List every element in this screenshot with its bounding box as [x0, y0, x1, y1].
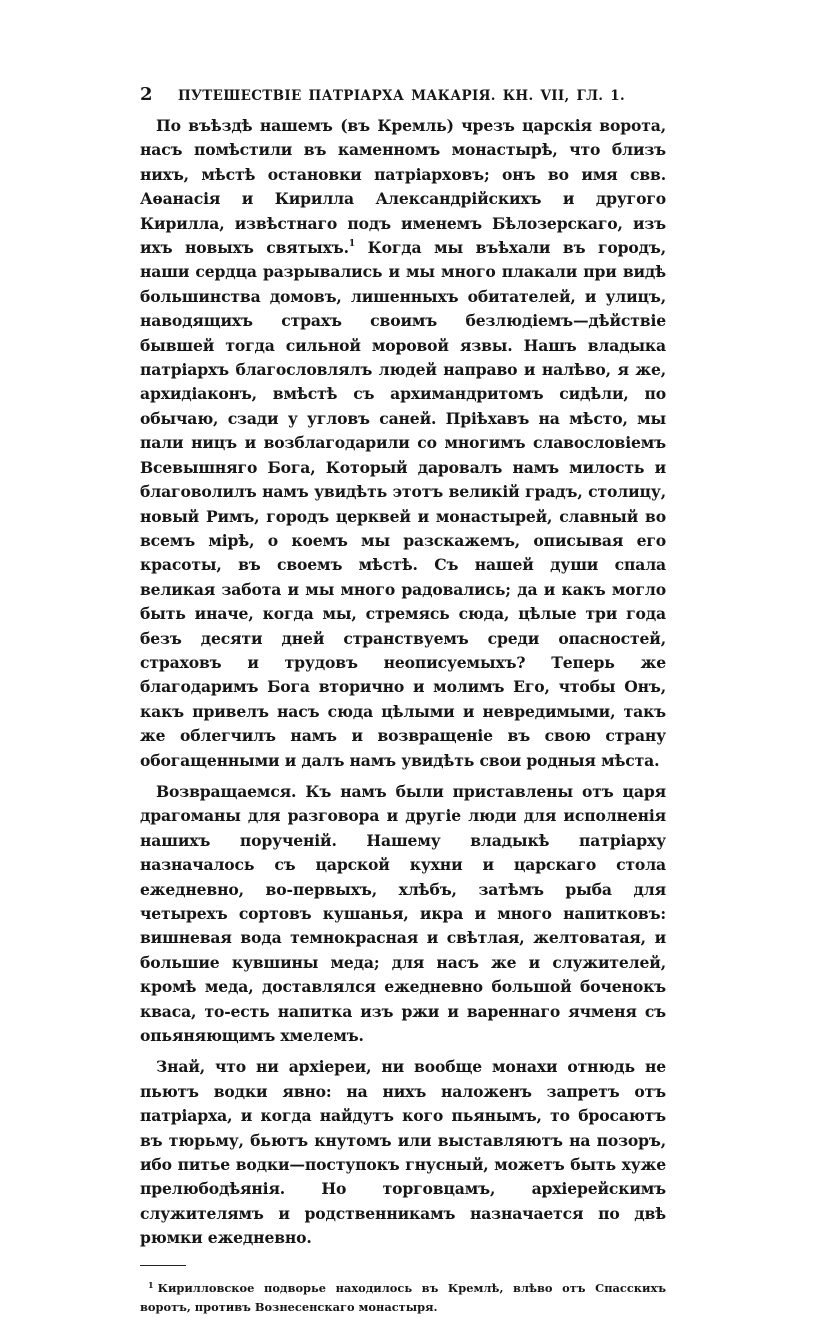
footnote-divider — [140, 1265, 186, 1266]
footnote — [140, 1276, 666, 1317]
paragraph-arrival — [140, 114, 666, 773]
paragraph-text-continued: Когда мы въѣхали въ городъ, наши сердца разрывались и мы много плакали при видѣ большинства домовъ, лишенныхъ обитателей, и улицъ, наводящихъ страхъ своимъ безлюдіемъ—дѣйствіе бывшей тогда сильной моровой язвы. Нашъ владыка патріархъ благословлялъ людей направо и налѣво, я же, архидіаконъ, вмѣстѣ съ архимандритомъ сидѣли, по обычаю, сзади у угловъ саней. Пріѣхавъ на мѣсто, мы пали ницъ и возблагодарили со многимъ славословіемъ Всевышняго Бога, Который даровалъ намъ милость и благоволилъ намъ увидѣть этотъ великій градъ, столицу, новый Римъ, городъ церквей и монастырей, славный во всемъ мірѣ, о коемъ мы разскажемъ, описывая его красоты, въ своемъ мѣстѣ. Съ нашей души спала великая забота и мы много радовались; да и какъ могло быть иначе, когда мы, стремясь сюда, цѣлые три года безъ десяти дней странствуемъ среди опасностей, страховъ и трудовъ неописуемыхъ? Теперь же благодаримъ Бога вторично и молимъ Его, чтобы Онъ, какъ привелъ насъ сюда цѣлыми и невредимыми, такъ же облегчилъ намъ и возвращеніе въ свою страну обогащенными и далъ намъ увидѣть свои родныя мѣста. — [140, 238, 666, 770]
page-header — [140, 84, 666, 114]
running-title: ПУТЕШЕСТВІЕ ПАТРІАРХА МАКАРІЯ. КН. VII, ГЛ. 1. — [178, 88, 626, 104]
paragraph-text: Знай, что ни архіереи, ни вообще монахи отнюдь не пьютъ водки явно: на нихъ наложенъ запретъ отъ патріарха, и когда найдутъ кого пьянымъ, то бросаютъ въ тюрьму, бьютъ кнутомъ или выставляютъ на позоръ, ибо питье водки—поступокъ гнусный, можетъ быть хуже прелюбодѣянія. Но торговцамъ, архіерейскимъ служителямъ и родственникамъ назначается по двѣ рюмки ежедневно. — [140, 1057, 666, 1248]
paragraph-text: Возвращаемся. Къ намъ были приставлены отъ царя драгоманы для разговора и другіе люди для исполненія нашихъ порученій. Нашему владыкѣ патріарху назначалось съ царской кухни и царскаго стола ежедневно, во-первыхъ, хлѣбъ, затѣмъ рыба для четырехъ сортовъ кушанья, икра и много напитковъ: вишневая вода темнокрасная и свѣтлая, желтоватая, и большие кувшины меда; для насъ же и служителей, кромѣ меда, доставлялся ежедневно большой боченокъ кваса, то-есть напитка изъ ржи и вареннаго ячменя съ опьяняющимъ хмелемъ. — [140, 781, 666, 1046]
page-number: 2 — [140, 84, 153, 105]
book-page — [140, 84, 666, 1317]
main-text — [140, 114, 666, 1251]
footnote-reference[interactable]: 1 — [348, 239, 355, 250]
paragraph-vodka — [140, 1055, 666, 1250]
footnote-mark: 1 — [148, 1279, 154, 1290]
paragraph-text: По въѣздѣ нашемъ (въ Кремль) чрезъ царскія ворота, насъ помѣстили въ каменномъ монастырѣ, что близъ нихъ, мѣстѣ остановки патріарховъ; онъ во имя свв. Аѳанасія и Кирилла Александрійскихъ и другого Кирилла, извѣстнаго подъ именемъ Бѣлозерскаго, изъ ихъ новыхъ святыхъ. — [140, 116, 666, 258]
paragraph-provisions — [140, 780, 666, 1048]
footnote-text: Кирилловское подворье находилось въ Кремлѣ, влѣво отъ Спасскихъ воротъ, противъ Вознесенскаго монастыря. — [140, 1280, 666, 1314]
